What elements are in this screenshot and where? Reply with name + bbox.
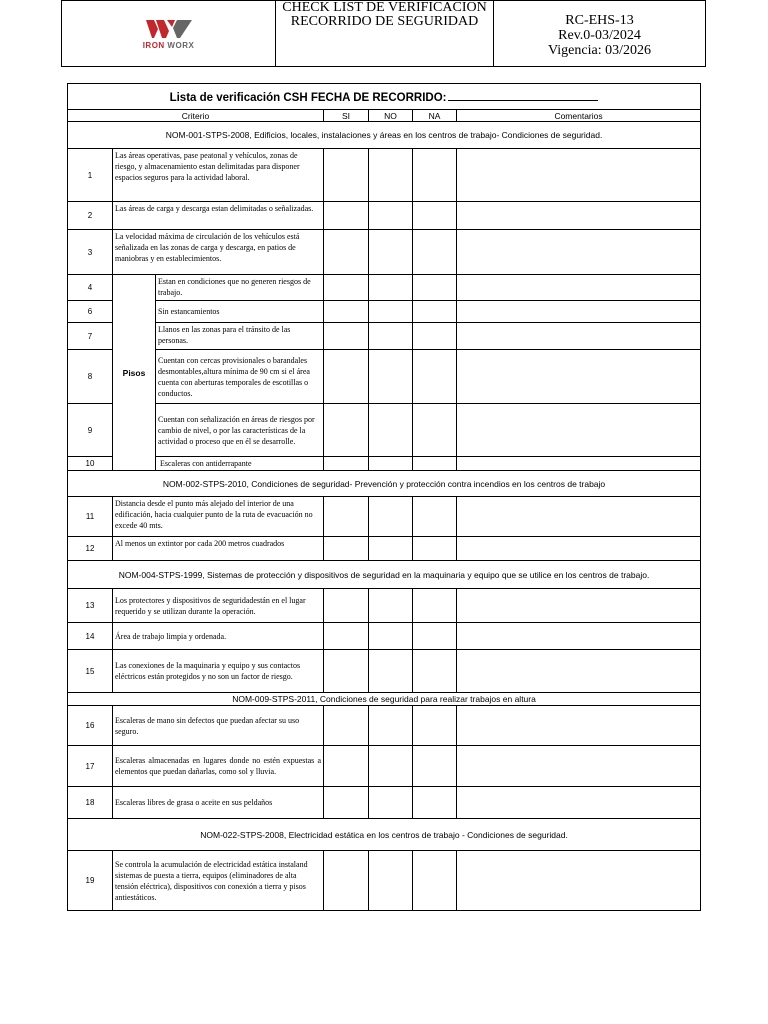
item-number: 1 xyxy=(68,149,113,202)
item-criterion: Las áreas operativas, pase peatonal y vehículos, zonas de riesgo, y almacenamiento estan delimitadas para disponer espacios seguros para la actividad laboral. xyxy=(113,149,324,202)
item-criterion: Los protectores y dispositivos de seguridadestán en el lugar requerido y se utilizan durante la operación. xyxy=(113,589,324,623)
document-title xyxy=(276,1,494,67)
answer-si-cell[interactable] xyxy=(324,589,369,623)
answer-no-cell[interactable] xyxy=(369,746,413,787)
comments-cell[interactable] xyxy=(457,497,701,537)
comments-cell[interactable] xyxy=(457,230,701,275)
answer-no-cell[interactable] xyxy=(369,851,413,911)
item-criterion: Se controla la acumulación de electricidad estática instaland sistemas de puesta a tierra, equipos (eliminadores de alta tensión eléctrica), dispositivos con conexión a tierra y pisos antiestáticos. xyxy=(113,851,324,911)
answer-na-cell[interactable] xyxy=(413,851,457,911)
logo-cell xyxy=(62,1,276,67)
item-number: 19 xyxy=(68,851,113,911)
comments-cell[interactable] xyxy=(457,851,701,911)
answer-na-cell[interactable] xyxy=(413,149,457,202)
answer-si-cell[interactable] xyxy=(324,787,369,819)
item-number: 4 xyxy=(68,275,113,301)
item-number: 10 xyxy=(68,457,113,471)
item-number: 6 xyxy=(68,301,113,323)
item-number: 18 xyxy=(68,787,113,819)
document-revision: Rev.0-03/2024 xyxy=(558,28,641,43)
answer-na-cell[interactable] xyxy=(413,787,457,819)
comments-cell[interactable] xyxy=(457,650,701,693)
answer-no-cell[interactable] xyxy=(369,706,413,746)
company-logo xyxy=(143,20,195,50)
item-criterion: Cuentan con cercas provisionales o barandales desmontables,altura mínima de 90 cm si el área cuenta con aberturas temporales de escotillas o conductos. xyxy=(156,350,324,404)
table-row xyxy=(68,787,701,819)
item-number: 14 xyxy=(68,623,113,650)
comments-cell[interactable] xyxy=(457,457,701,471)
item-criterion: Sin estancamientos xyxy=(156,301,324,323)
item-criterion: Cuentan con señalización en áreas de riesgos por cambio de nivel, o por las características de la actividad o proceso que en él se desarrolle. xyxy=(156,404,324,457)
document-code-block xyxy=(494,1,706,67)
answer-no-cell[interactable] xyxy=(369,301,413,323)
answer-na-cell[interactable] xyxy=(413,497,457,537)
document-validity: Vigencia: 03/2026 xyxy=(548,43,651,58)
answer-no-cell[interactable] xyxy=(369,275,413,301)
checklist-table xyxy=(67,83,701,911)
answer-si-cell[interactable] xyxy=(324,706,369,746)
date-field[interactable] xyxy=(448,90,598,101)
answer-na-cell[interactable] xyxy=(413,404,457,457)
answer-na-cell[interactable] xyxy=(413,301,457,323)
answer-si-cell[interactable] xyxy=(324,275,369,301)
answer-si-cell[interactable] xyxy=(324,301,369,323)
answer-no-cell[interactable] xyxy=(369,589,413,623)
section-heading: NOM-001-STPS-2008, Edificios, locales, instalaciones y áreas en los centros de trabajo- Condiciones de seguridad. xyxy=(68,122,701,149)
table-row xyxy=(68,350,701,404)
item-number: 7 xyxy=(68,323,113,350)
answer-na-cell[interactable] xyxy=(413,230,457,275)
answer-no-cell[interactable] xyxy=(369,457,413,471)
answer-si-cell[interactable] xyxy=(324,350,369,404)
answer-si-cell[interactable] xyxy=(324,851,369,911)
answer-si-cell[interactable] xyxy=(324,537,369,561)
answer-no-cell[interactable] xyxy=(369,497,413,537)
answer-na-cell[interactable] xyxy=(413,323,457,350)
item-criterion: Escaleras almacenadas en lugares donde no estén expuestas a elementos que puedan dañarlas, como sol y lluvia. xyxy=(113,746,324,787)
answer-na-cell[interactable] xyxy=(413,623,457,650)
comments-cell[interactable] xyxy=(457,623,701,650)
item-criterion: Llanos en las zonas para el tránsito de las personas. xyxy=(156,323,324,350)
title-line-2: RECORRIDO DE SEGURIDAD xyxy=(290,14,479,29)
answer-no-cell[interactable] xyxy=(369,537,413,561)
comments-cell[interactable] xyxy=(457,589,701,623)
table-row xyxy=(68,537,701,561)
item-number: 9 xyxy=(68,404,113,457)
answer-na-cell[interactable] xyxy=(413,650,457,693)
document-header xyxy=(61,0,706,67)
item-number: 12 xyxy=(68,537,113,561)
table-row xyxy=(68,202,701,230)
col-no: NO xyxy=(369,110,413,122)
answer-si-cell[interactable] xyxy=(324,623,369,650)
item-criterion: Al menos un extintor por cada 200 metros cuadrados xyxy=(113,537,324,561)
logo-text: IRON WORX xyxy=(142,41,195,50)
answer-no-cell[interactable] xyxy=(369,650,413,693)
answer-na-cell[interactable] xyxy=(413,275,457,301)
answer-no-cell[interactable] xyxy=(369,404,413,457)
answer-si-cell[interactable] xyxy=(324,497,369,537)
item-number: 15 xyxy=(68,650,113,693)
item-criterion: Escaleras libres de grasa o aceite en sus peldaños xyxy=(113,787,324,819)
item-number: 11 xyxy=(68,497,113,537)
item-number: 16 xyxy=(68,706,113,746)
answer-no-cell[interactable] xyxy=(369,230,413,275)
answer-na-cell[interactable] xyxy=(413,537,457,561)
table-row xyxy=(68,149,701,202)
table-row xyxy=(68,497,701,537)
answer-si-cell[interactable] xyxy=(324,457,369,471)
table-row xyxy=(68,230,701,275)
item-criterion: Escaleras de mano sin defectos que puedan afectar su uso seguro. xyxy=(113,706,324,746)
comments-cell[interactable] xyxy=(457,404,701,457)
comments-cell[interactable] xyxy=(457,202,701,230)
item-criterion: Estan en condiciones que no generen riesgos de trabajo. xyxy=(156,275,324,301)
answer-no-cell[interactable] xyxy=(369,149,413,202)
table-row xyxy=(68,589,701,623)
table-row xyxy=(68,746,701,787)
section-heading: NOM-009-STPS-2011, Condiciones de seguridad para realizar trabajos en altura xyxy=(68,693,701,706)
comments-cell[interactable] xyxy=(457,787,701,819)
answer-no-cell[interactable] xyxy=(369,202,413,230)
document-code: RC-EHS-13 xyxy=(565,13,634,28)
answer-na-cell[interactable] xyxy=(413,457,457,471)
comments-cell[interactable] xyxy=(457,706,701,746)
title-line-1: CHECK LIST DE VERIFICACIÓN xyxy=(282,0,487,15)
item-number: 3 xyxy=(68,230,113,275)
item-criterion: Escaleras con antiderrapante xyxy=(156,457,324,471)
answer-na-cell[interactable] xyxy=(413,350,457,404)
answer-no-cell[interactable] xyxy=(369,787,413,819)
checklist-title-row xyxy=(68,84,701,110)
answer-si-cell[interactable] xyxy=(324,650,369,693)
checklist-title: Lista de verificación CSH FECHA DE RECORRIDO: xyxy=(169,91,447,104)
answer-si-cell[interactable] xyxy=(324,149,369,202)
answer-no-cell[interactable] xyxy=(369,323,413,350)
table-row xyxy=(68,457,701,471)
comments-cell[interactable] xyxy=(457,350,701,404)
item-criterion: La velocidad máxima de circulación de los vehículos está señalizada en las zonas de carga y descarga, en patios de maniobras y en establecimientos. xyxy=(113,230,324,275)
table-row xyxy=(68,323,701,350)
ironworx-logo-icon xyxy=(146,20,192,40)
table-row xyxy=(68,706,701,746)
table-row xyxy=(68,650,701,693)
section-heading: NOM-002-STPS-2010, Condiciones de seguridad- Prevención y protección contra incendios en los centros de trabajo xyxy=(68,471,701,497)
table-row xyxy=(68,301,701,323)
answer-si-cell[interactable] xyxy=(324,404,369,457)
answer-na-cell[interactable] xyxy=(413,706,457,746)
table-row xyxy=(68,404,701,457)
comments-cell[interactable] xyxy=(457,275,701,301)
comments-cell[interactable] xyxy=(457,746,701,787)
col-na: NA xyxy=(413,110,457,122)
item-criterion: Distancia desde el punto más alejado del interior de una edificación, hacia cualquier punto de la ruta de evacuación no excede 40 mts. xyxy=(113,497,324,537)
col-criterio: Criterio xyxy=(68,110,324,122)
section-heading: NOM-022-STPS-2008, Electricidad estática en los centros de trabajo - Condiciones de seguridad. xyxy=(68,819,701,851)
item-criterion: Las áreas de carga y descarga estan delimitadas o señalizadas. xyxy=(113,202,324,230)
answer-na-cell[interactable] xyxy=(413,202,457,230)
item-number: 13 xyxy=(68,589,113,623)
item-number: 2 xyxy=(68,202,113,230)
section-heading: NOM-004-STPS-1999, Sistemas de protección y dispositivos de seguridad en la maquinaria y equipo que se utilice en los centros de trabajo. xyxy=(68,561,701,589)
item-criterion: Área de trabajo limpia y ordenada. xyxy=(113,623,324,650)
answer-no-cell[interactable] xyxy=(369,350,413,404)
item-number: 17 xyxy=(68,746,113,787)
col-si: SI xyxy=(324,110,369,122)
item-criterion: Las conexiones de la maquinaria y equipo y sus contactos eléctricos están protegidos y no son un factor de riesgo. xyxy=(113,650,324,693)
answer-no-cell[interactable] xyxy=(369,623,413,650)
answer-si-cell[interactable] xyxy=(324,746,369,787)
comments-cell[interactable] xyxy=(457,301,701,323)
answer-si-cell[interactable] xyxy=(324,230,369,275)
column-header-row xyxy=(68,110,701,122)
answer-si-cell[interactable] xyxy=(324,202,369,230)
table-row xyxy=(68,275,701,301)
table-row xyxy=(68,851,701,911)
col-comentarios: Comentarios xyxy=(457,110,701,122)
comments-cell[interactable] xyxy=(457,323,701,350)
answer-na-cell[interactable] xyxy=(413,746,457,787)
answer-na-cell[interactable] xyxy=(413,589,457,623)
answer-si-cell[interactable] xyxy=(324,323,369,350)
comments-cell[interactable] xyxy=(457,537,701,561)
item-number: 8 xyxy=(68,350,113,404)
table-row xyxy=(68,623,701,650)
comments-cell[interactable] xyxy=(457,149,701,202)
pisos-group-label: Pisos xyxy=(113,275,156,471)
